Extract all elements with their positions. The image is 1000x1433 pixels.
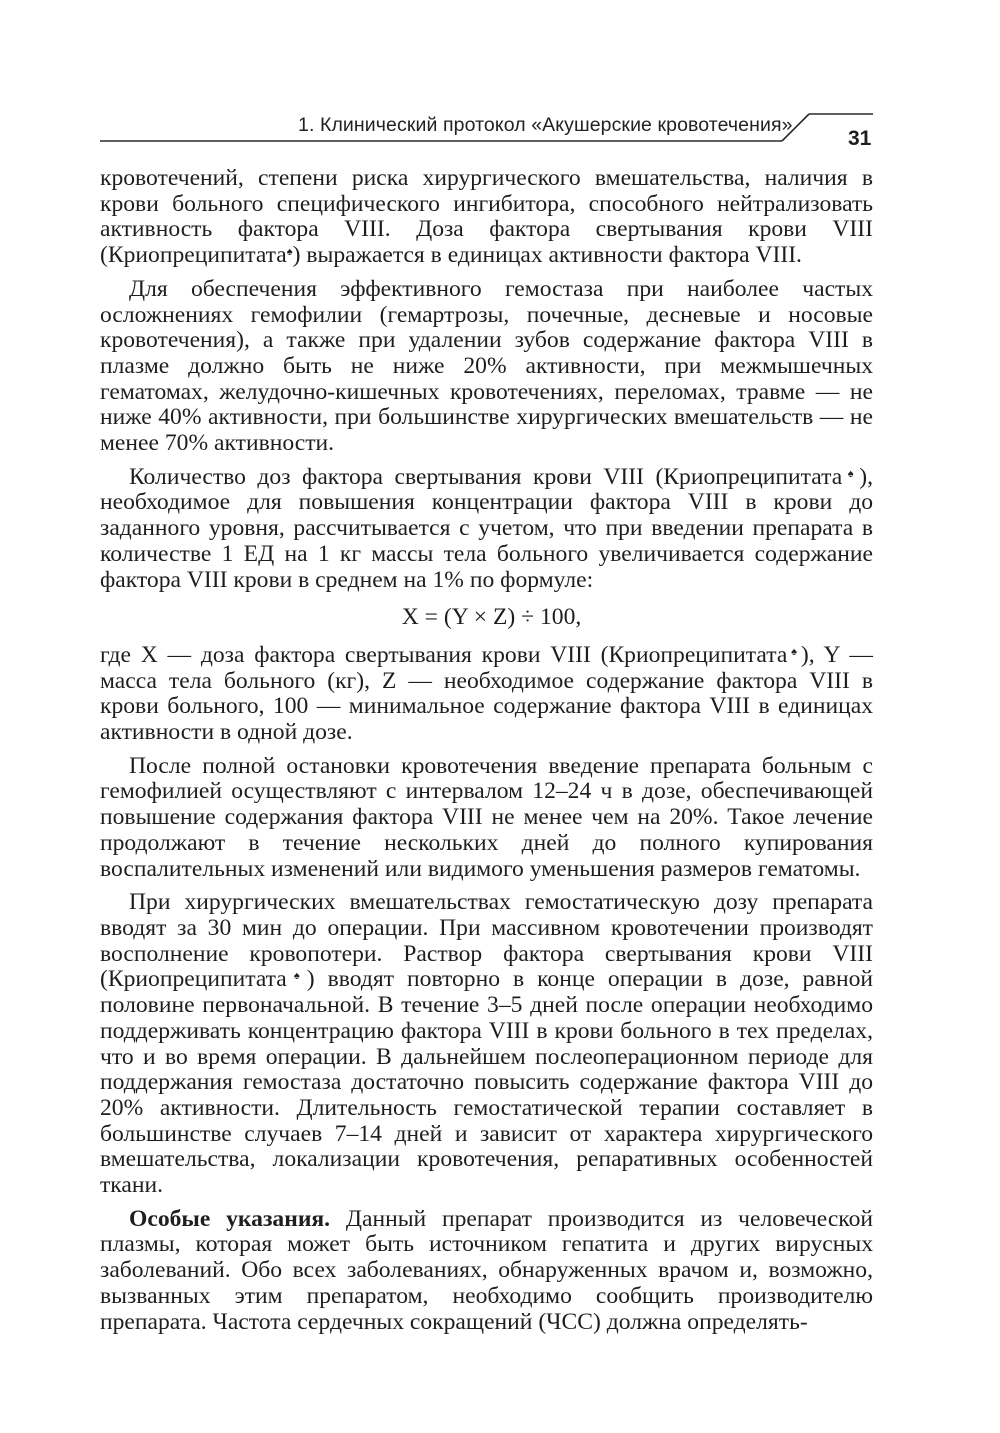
paragraph-1: кровотечений, степени риска хирургического вмешательства, наличия в крови больного специфического ингибитора, способного нейтрализовать активность фактора VIII. Доза фактора свертывания крови VIII (Криопреципитата♠) выражается в единицах активности фактора VIII. <box>100 165 873 269</box>
paragraph-5: После полной остановки кровотечения введение препарата больным с гемофилией осуществляют с интервалом 12–24 ч в дозе, обеспечивающей повышение содержания фактора VIII не менее чем на 20%. Такое лечение продолжают в течение нескольких дней до полного купирования воспалительных изменений или видимого уменьшения размеров гематомы. <box>100 752 873 882</box>
paragraph-2: Для обеспечения эффективного гемостаза при наиболее частых осложнениях гемофилии (гемартрозы, почечные, десневые и носовые кровотечения), а также при удалении зубов содержание фактора VIII в плазме должно быть не ниже 20% активности, при межмышечных гематомах, желудочно-кишечных кровотечениях, переломах, травме — не ниже 40% активности, при большинстве хирургических вмешательств — не менее 70% активности. <box>100 275 873 457</box>
running-title: 1. Клинический протокол «Акушерские кровотечения» <box>298 114 793 136</box>
page-number: 31 <box>848 127 872 150</box>
paragraph-3: Количество доз фактора свертывания крови VIII (Криопреципитата♠), необходимое для повышения концентрации фактора VIII в крови до заданного уровня, рассчитывается с учетом, что при введении препарата в количестве 1 ЕД на 1 кг массы тела больного увеличивается содержание фактора VIII крови в среднем на 1% по формуле: <box>100 463 873 593</box>
registered-mark-icon: ♠ <box>286 246 293 259</box>
registered-mark-icon: ♠ <box>286 970 307 983</box>
paragraph-4: где X — доза фактора свертывания крови VIII (Криопреципитата♠), Y — масса тела больного (кг), Z — необходимое содержание фактора VIII в крови больного, 100 — минимальное содержание фактора VIII в единицах активности в одной дозе. <box>100 641 874 746</box>
special-notes-text: Данный препарат производится из человеческой плазмы, которая может быть источником гепатита и других вирусных заболеваний. Обо всех заболеваниях, обнаруженных врачом и, возможно, вызванных этим препаратом, необходимо сообщить производителю препарата. Частота сердечных сокращений (ЧСС) должна определять- <box>100 1205 873 1335</box>
running-header <box>0 0 1000 160</box>
registered-mark-icon: ♠ <box>842 467 860 480</box>
registered-mark-icon: ♠ <box>787 645 801 658</box>
paragraph-7 <box>100 1207 873 1336</box>
special-notes-heading: Особые указания. <box>129 1205 331 1232</box>
paragraph-6: При хирургических вмешательствах гемостатическую дозу препарата вводят за 30 мин до операции. При массивном кровотечении производят восполнение кровопотери. Раствор фактора свертывания крови VIII (Криопреципитата♠) вводят повторно в конце операции в дозе, равной половине первоначальной. В течение 3–5 дней после операции необходимо поддерживать концентрацию фактора VIII в крови больного в тех пределах, что и во время операции. В дальнейшем послеоперационном периоде для поддержания гемостаза достаточно повысить содержание фактора VIII до 20% активности. Длительность гемостатической терапии составляет в большинстве случаев 7–14 дней и зависит от характера хирургического вмешательства, локализации кровотечения, репаративных особенностей ткани. <box>100 889 874 1199</box>
dose-formula: X = (Y × Z) ÷ 100, <box>401 604 582 631</box>
body-text <box>100 166 873 1343</box>
